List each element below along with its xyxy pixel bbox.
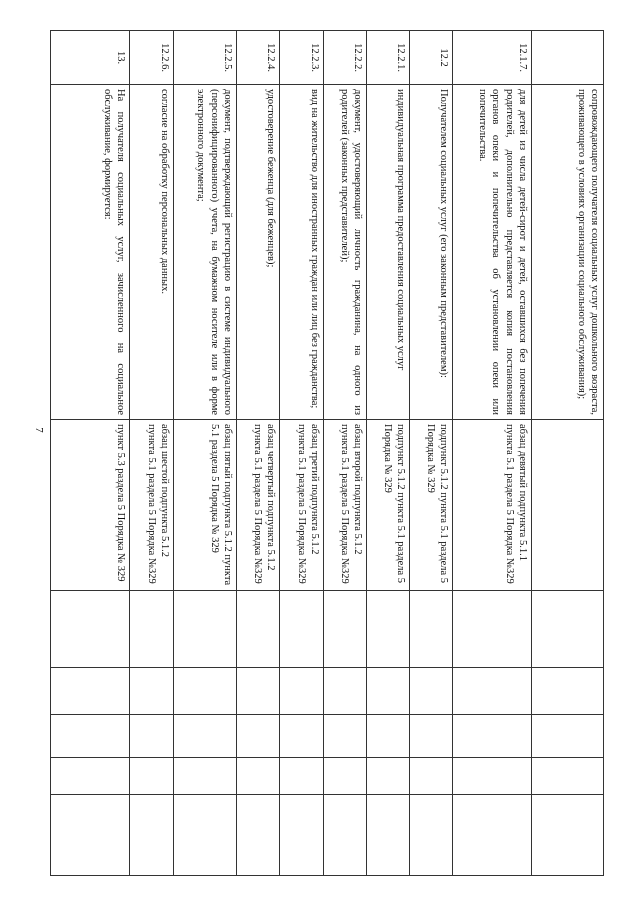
empty-cell [532, 591, 604, 668]
empty-cell [51, 795, 130, 876]
row-description: для детей из числа детей-сирот и детей, оставшихся без попечения родителей, дополнительно представляется копия постановления органов опеки и попечительства об установлении опеки или попечительства. [453, 85, 532, 420]
table-row [174, 31, 237, 876]
empty-cell [280, 795, 324, 876]
empty-cell [453, 795, 532, 876]
row-description: Получателем социальных услуг (его законным представителем): [410, 85, 453, 420]
empty-cell [280, 715, 324, 758]
empty-cell [410, 758, 453, 795]
empty-cell [453, 758, 532, 795]
empty-cell [51, 715, 130, 758]
row-number: 12.1.7. [453, 31, 532, 85]
table-row [410, 31, 453, 876]
table-row [532, 31, 604, 876]
table-row [280, 31, 324, 876]
empty-cell [532, 758, 604, 795]
table-row [367, 31, 410, 876]
row-description: вид на жительство для иностранных граждан или лиц без гражданства; [280, 85, 324, 420]
empty-cell [367, 668, 410, 715]
row-reference: абзац четвертый подпункта 5.1.2 пункта 5.1 раздела 5 Порядка №329 [237, 420, 280, 591]
empty-cell [410, 591, 453, 668]
empty-cell [51, 591, 130, 668]
requirements-table [51, 30, 604, 875]
empty-cell [130, 668, 174, 715]
row-number: 13. [51, 31, 130, 85]
empty-cell [367, 795, 410, 876]
empty-cell [324, 715, 367, 758]
empty-cell [237, 758, 280, 795]
row-reference: абзац второй подпункта 5.1.2 пункта 5.1 раздела 5 Порядка №329 [324, 420, 367, 591]
empty-cell [324, 758, 367, 795]
row-number: 12.2.4. [237, 31, 280, 85]
empty-cell [51, 758, 130, 795]
row-description: сопровождающего получателя социальных услуг дошкольного возраста, проживающего в условиях организации социального обслуживания); [532, 85, 604, 420]
empty-cell [130, 795, 174, 876]
table-row [324, 31, 367, 876]
empty-cell [130, 715, 174, 758]
table-row [453, 31, 532, 876]
page-number: 7 [32, 427, 45, 433]
empty-cell [410, 795, 453, 876]
row-description: удостоверение беженца (для беженцев); [237, 85, 280, 420]
empty-cell [324, 591, 367, 668]
row-number: 12.2.2. [324, 31, 367, 85]
table-row [51, 31, 130, 876]
row-reference: подпункт 5.1.2 пункта 5.1 раздела 5 Порядка № 329 [367, 420, 410, 591]
table-row [130, 31, 174, 876]
empty-cell [280, 758, 324, 795]
row-description: документ, удостоверяющий личность гражданина, на одного из родителей (законных представителей); [324, 85, 367, 420]
empty-cell [453, 591, 532, 668]
empty-cell [174, 591, 237, 668]
row-number: 12.2.5. [174, 31, 237, 85]
empty-cell [174, 758, 237, 795]
row-description: согласие на обработку персональных данных. [130, 85, 174, 420]
empty-cell [237, 668, 280, 715]
row-reference: абзац девятый подпункта 5.1.1 пункта 5.1 раздела 5 Порядка №329 [453, 420, 532, 591]
empty-cell [410, 715, 453, 758]
empty-cell [130, 758, 174, 795]
empty-cell [130, 591, 174, 668]
row-description: На получателя социальных услуг, зачисленного на социальное обслуживание, формируется: [51, 85, 130, 420]
row-reference: абзац шестой подпункта 5.1.2 пункта 5.1 раздела 5 Порядка №329 [130, 420, 174, 591]
row-number: 12.2.3. [280, 31, 324, 85]
row-reference [532, 420, 604, 591]
row-reference: абзац третий подпункта 5.1.2 пункта 5.1 раздела 5 Порядка №329 [280, 420, 324, 591]
row-number: 12.2.1. [367, 31, 410, 85]
row-description: индивидуальная программа предоставления социальных услуг [367, 85, 410, 420]
row-number: 12.2.6. [130, 31, 174, 85]
table-row [237, 31, 280, 876]
row-reference: подпункт 5.1.2 пункта 5.1 раздела 5 Порядка № 329 [410, 420, 453, 591]
empty-cell [324, 795, 367, 876]
row-number: 12.2 [410, 31, 453, 85]
row-reference: пункт 5.3 раздела 5 Порядка № 329 [51, 420, 130, 591]
row-number [532, 31, 604, 85]
empty-cell [324, 668, 367, 715]
empty-cell [174, 668, 237, 715]
empty-cell [367, 715, 410, 758]
empty-cell [410, 668, 453, 715]
empty-cell [532, 715, 604, 758]
empty-cell [237, 795, 280, 876]
empty-cell [237, 591, 280, 668]
empty-cell [51, 668, 130, 715]
empty-cell [280, 668, 324, 715]
empty-cell [453, 715, 532, 758]
empty-cell [532, 668, 604, 715]
empty-cell [174, 715, 237, 758]
empty-cell [280, 591, 324, 668]
empty-cell [453, 668, 532, 715]
empty-cell [532, 795, 604, 876]
row-reference: абзац пятый подпункта 5.1.2 пункта 5.1 раздела 5 Порядка № 329 [174, 420, 237, 591]
empty-cell [367, 758, 410, 795]
empty-cell [174, 795, 237, 876]
empty-cell [367, 591, 410, 668]
empty-cell [237, 715, 280, 758]
row-description: документ, подтверждающий регистрацию в системе индивидуального (персонифицированного) учета, на бумажном носителе или в форме электронного документа; [174, 85, 237, 420]
